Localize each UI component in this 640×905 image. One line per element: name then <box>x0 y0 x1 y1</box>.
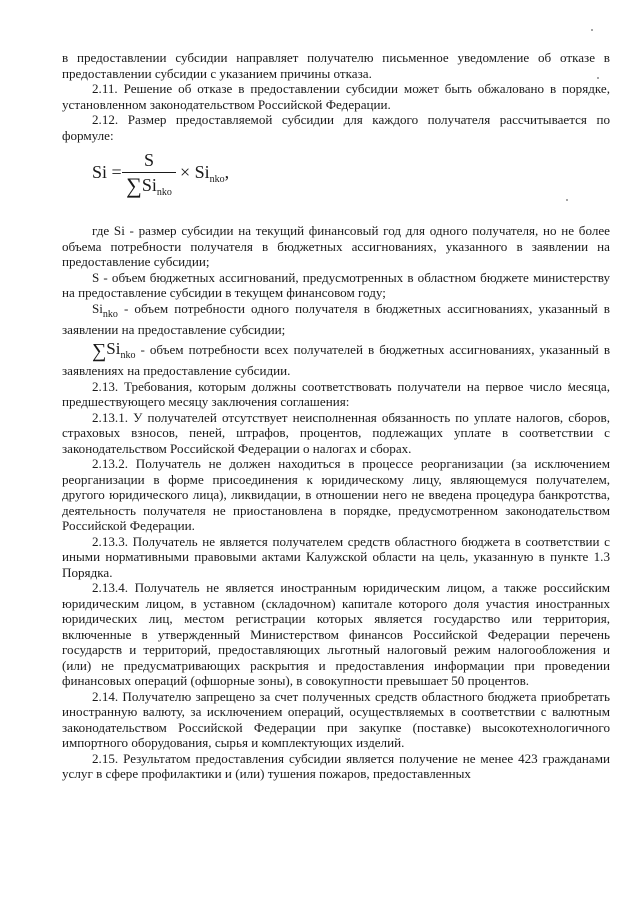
paragraph-2-13-2: 2.13.2. Получатель не должен находиться в процессе реорганизации (за исключением реорганизации в форме присоединения к юридическому лицу, являющемуся получателем, другого юридического лица), ликвидации, в отношении него не введена процедура банкротства, деятельность получателя не приостановлена в порядке, предусмотренном законодательством Российской Федерации. <box>62 456 610 533</box>
sum-si-main: Si <box>106 338 121 358</box>
si-nko-sub: nko <box>102 308 118 320</box>
formula-lhs: Si = <box>92 162 122 182</box>
formula-numerator: S <box>143 150 154 170</box>
definition-s: S - объем бюджетных ассигнований, предусмотренных в областном бюджете министерству на предоставление субсидии в текущем финансовом году; <box>62 269 610 300</box>
paragraph-2-14: 2.14. Получателю запрещено за счет полученных средств областного бюджета приобретать иностранную валюту, за исключением операций, осуществляемых в соответствии с валютным законодательством Российской Федерации при закупке (поставке) высокотехнологичного импортного оборудования, сырья и комплектующих изделий. <box>62 688 610 750</box>
si-nko-main: Si <box>92 300 103 316</box>
sum-sign-inline: ∑ <box>92 339 107 362</box>
formula-rhs <box>180 162 229 185</box>
paragraph-intro: в предоставлении субсидии направляет получателю письменное уведомление об отказе в предоставлении субсидии с указанием причины отказа. <box>62 50 610 81</box>
rhs-sub: nko <box>209 174 225 185</box>
paragraph-2-13-4: 2.13.4. Получатель не является иностранным юридическим лицом, а также российским юридическим лицом, в уставном (складочном) капитале которого доля участия иностранных юридических лиц, местом регистрации которых является государство или территория, включенные в утвержденный Министерством финансов Российской Федерации перечень государств и территорий, предоставляющих льготный налоговый режим налогообложения и (или) не предусматривающих раскрытия и предоставления информации при проведении финансовых операций (офшорные зоны), в совокупности превышает 50 процентов. <box>62 580 610 688</box>
scan-speck <box>591 29 593 31</box>
document-body <box>62 50 610 782</box>
paragraph-2-15: 2.15. Результатом предоставления субсидии является получение не менее 423 гражданами услуг в сфере профилактики и (или) тушения пожаров, предоставленных <box>62 750 610 781</box>
formula-denominator <box>122 173 176 205</box>
subsidy-formula <box>62 149 610 215</box>
den-main: Si <box>141 175 157 195</box>
definition-si: где Si - размер субсидии на текущий финансовый год для одного получателя, но не более объема потребности получателя в бюджетных ассигнованиях, указанного в заявлении на предоставление субсидии; <box>62 223 610 269</box>
paragraph-2-13-3: 2.13.3. Получатель не является получателем средств областного бюджета в соответствии с иными нормативными правовыми актами Калужской области на цель, указанную в пункте 1.3 Порядка. <box>62 533 610 580</box>
sum-si-text: - объем потребности всех получателей в бюджетных ассигнованиях, указанный в заявлениях на предоставление субсидии. <box>62 341 610 378</box>
sum-si-sub: nko <box>120 349 136 361</box>
sum-sign: ∑ <box>126 173 142 198</box>
paragraph-2-12: 2.12. Размер предоставляемой субсидии для каждого получателя рассчитывается по формуле: <box>62 112 610 143</box>
den-sub: nko <box>156 187 172 198</box>
si-nko-text: - объем потребности одного получателя в бюджетных ассигнованиях, указанный в заявлении на предоставление субсидии; <box>62 300 610 337</box>
definition-sum-si-nko <box>62 338 610 379</box>
paragraph-2-13-1: 2.13.1. У получателей отсутствует неисполненная обязанность по уплате налогов, сборов, страховых взносов, пеней, штрафов, процентов, подлежащих уплате в соответствии с законодательством Российской Федерации о налогах и сборах. <box>62 409 610 456</box>
formula-fraction <box>122 149 176 205</box>
formula-comma: , <box>224 162 230 182</box>
times-si: × Si <box>180 162 210 182</box>
definition-si-nko <box>62 301 610 338</box>
paragraph-2-13: 2.13. Требования, которым должны соответствовать получатели на первое число месяца, предшествующего месяцу заключения соглашения: <box>62 378 610 409</box>
paragraph-2-11: 2.11. Решение об отказе в предоставлении субсидии может быть обжаловано в порядке, установленном законодательством Российской Федерации. <box>62 81 610 112</box>
